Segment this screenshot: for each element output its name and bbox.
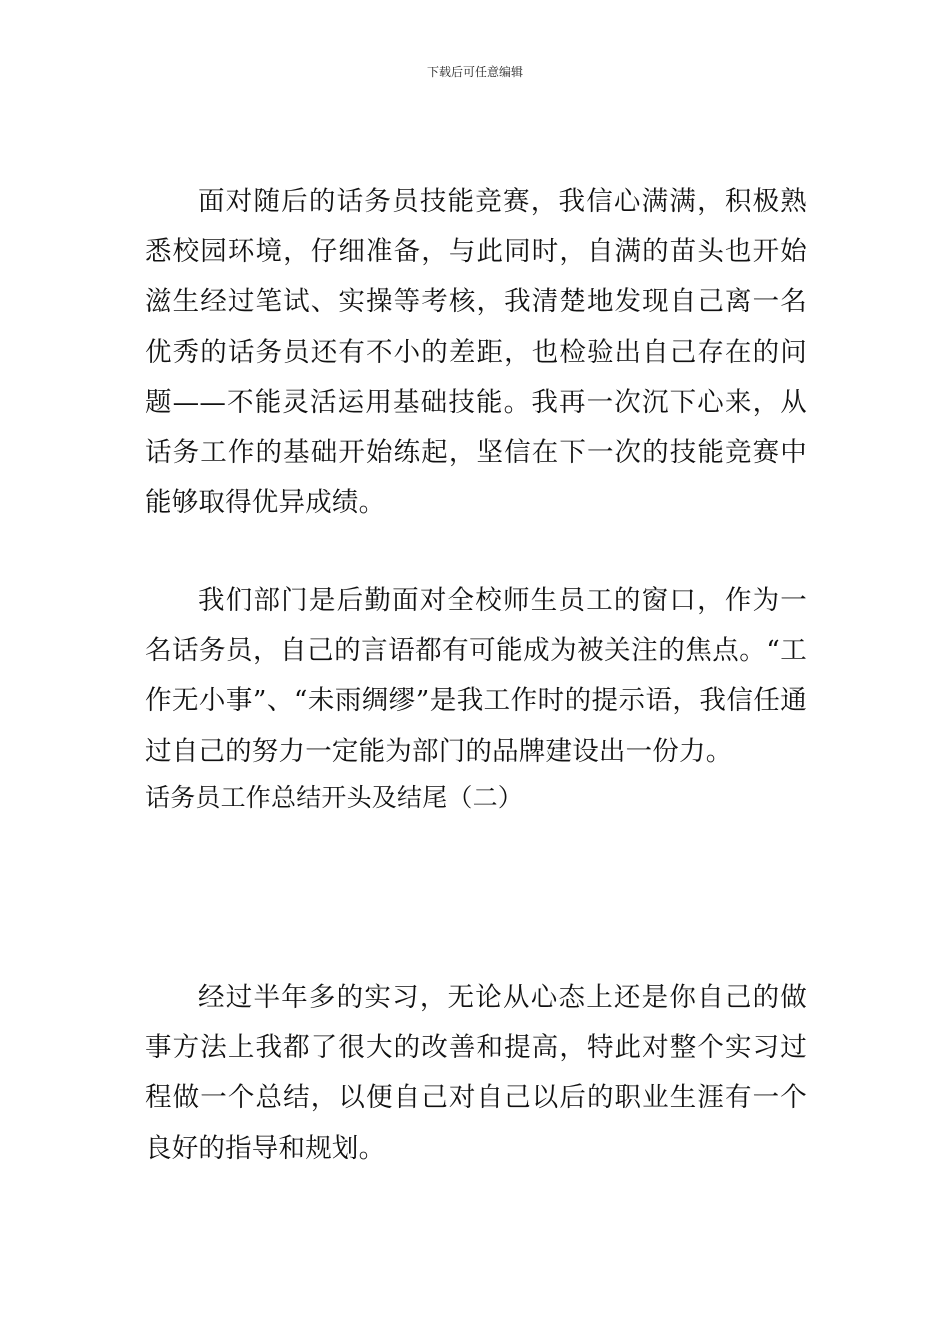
paragraph-text: 面对随后的话务员技能竞赛，我信心满满，积极熟悉校园环境，仔细准备，与此同时，自满的苗头也开始滋生经过笔试、实操等考核，我清楚地发现自己离一名优秀的话务员还有不小的差距，也检验出自己存在的问题——不能灵活运用基础技能。我再一次沉下心来，从话务工作的基础开始练起，坚信在下一次的技能竞赛中能够取得优异成绩。: [145, 186, 807, 519]
section-heading: 话务员工作总结开头及结尾（二）: [145, 783, 524, 812]
section-heading-block: [145, 780, 807, 816]
page-header-note: 下载后可任意编辑: [426, 65, 523, 79]
paragraph-internship-summary: [145, 973, 807, 1174]
paragraph-text: 经过半年多的实习，无论从心态上还是你自己的做事方法上我都了很大的改善和提高，特此对整个实习过程做一个总结，以便自己对自己以后的职业生涯有一个良好的指导和规划。: [145, 982, 807, 1164]
paragraph-department-window: [145, 576, 807, 777]
paragraph-skill-competition: [145, 177, 807, 528]
paragraph-text: 我们部门是后勤面对全校师生员工的窗口，作为一名话务员，自己的言语都有可能成为被关注的焦点。“工作无小事”、“未雨绸缪”是我工作时的提示语，我信任通过自己的努力一定能为部门的品牌建设出一份力。: [145, 585, 807, 767]
